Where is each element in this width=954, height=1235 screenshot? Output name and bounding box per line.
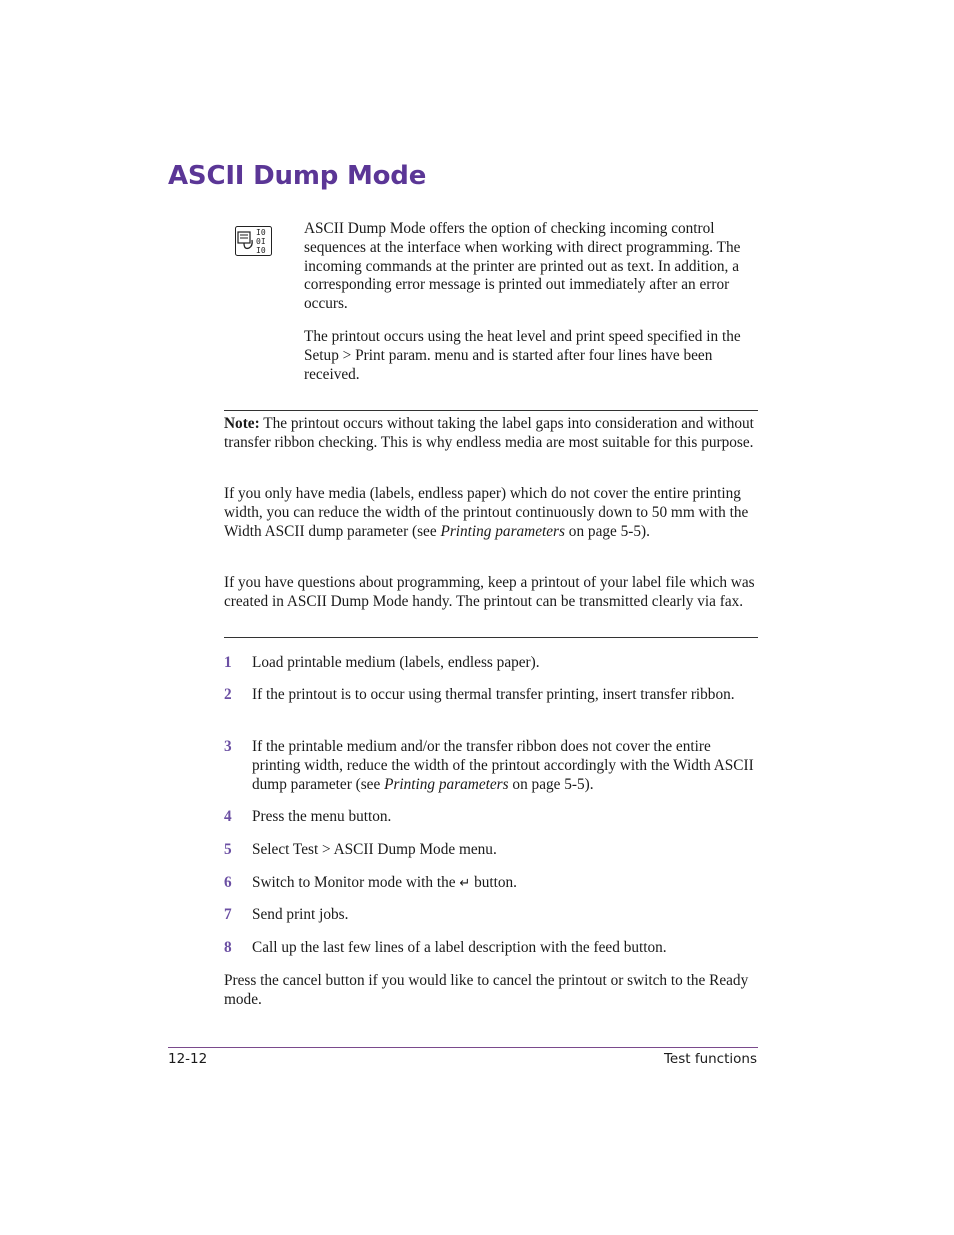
step-number: 4 (224, 808, 232, 825)
step-text: Call up the last few lines of a label description with the feed button. (252, 939, 667, 956)
enter-key-icon: ↵ (459, 876, 471, 891)
step-number: 1 (224, 654, 232, 671)
page-number: 12-12 (168, 1051, 208, 1067)
step-text: Load printable medium (labels, endless paper). (252, 654, 540, 671)
step-text-part: on page 5-5). (508, 775, 594, 793)
note-bottom-rule (224, 637, 758, 638)
ascii-dump-icon (235, 226, 272, 256)
cross-reference: Printing parameters (384, 775, 509, 793)
section-name: Test functions (663, 1051, 757, 1067)
step-text (252, 738, 757, 794)
cross-reference: Printing parameters (440, 522, 565, 540)
note-text: The printout occurs without taking the label gaps into consideration and without transfer ribbon checking. This is why endless media are most suitable for this purpose. (224, 415, 754, 451)
svg-text:I0: I0 (256, 228, 266, 237)
intro-paragraph-1: ASCII Dump Mode offers the option of checking incoming control sequences at the interface when working with direct programming. The incoming commands at the printer are printed out as text. In addition, a corresponding error message is printed out immediately after an error occurs. (304, 220, 741, 313)
note-paragraph (224, 415, 758, 453)
step-text (252, 874, 757, 894)
intro-paragraph-2: The printout occurs using the heat level and print speed specified in the Setup > Print param. menu and is started after four lines have been received. (304, 328, 741, 383)
note-paragraph-2 (224, 485, 758, 541)
step-number: 8 (224, 939, 232, 956)
step-number: 6 (224, 874, 232, 891)
note-label: Note: (224, 415, 260, 432)
note-paragraph-3: If you have questions about programming, keep a printout of your label file which was created in ASCII Dump Mode handy. The printout can be transmitted clearly via fax. (224, 574, 755, 610)
step-number: 5 (224, 841, 232, 858)
svg-text:0I: 0I (256, 237, 266, 246)
note-top-rule (224, 410, 758, 411)
step-number: 2 (224, 686, 232, 703)
step-text: Send print jobs. (252, 906, 349, 923)
step-number: 3 (224, 738, 232, 755)
step-number: 7 (224, 906, 232, 923)
step-text: If the printout is to occur using thermal transfer printing, insert transfer ribbon. (252, 686, 735, 703)
svg-text:I0: I0 (256, 246, 266, 255)
step-text-part: Switch to Monitor mode with the (252, 874, 460, 891)
page-title: ASCII Dump Mode (168, 161, 427, 191)
note-para2-text: If you only have media (labels, endless paper) which do not cover the entire printing width, you can reduce the width of the printout continuously down to 50 mm with the Width ASCII dump parameter (see (224, 485, 749, 540)
closing-paragraph: Press the cancel button if you would like to cancel the printout or switch to the Ready mode. (224, 972, 749, 1008)
footer-rule (168, 1047, 758, 1048)
step-text: Select Test > ASCII Dump Mode menu. (252, 841, 497, 858)
note-para2-page: on page 5-5). (564, 522, 650, 540)
step-text: Press the menu button. (252, 808, 392, 825)
step-text-part: button. (470, 874, 518, 891)
step-text-part: If the printable medium and/or the transfer ribbon does not cover the entire printing width, reduce the width of the printout accordingly with the Width ASCII dump parameter (see (252, 738, 754, 793)
